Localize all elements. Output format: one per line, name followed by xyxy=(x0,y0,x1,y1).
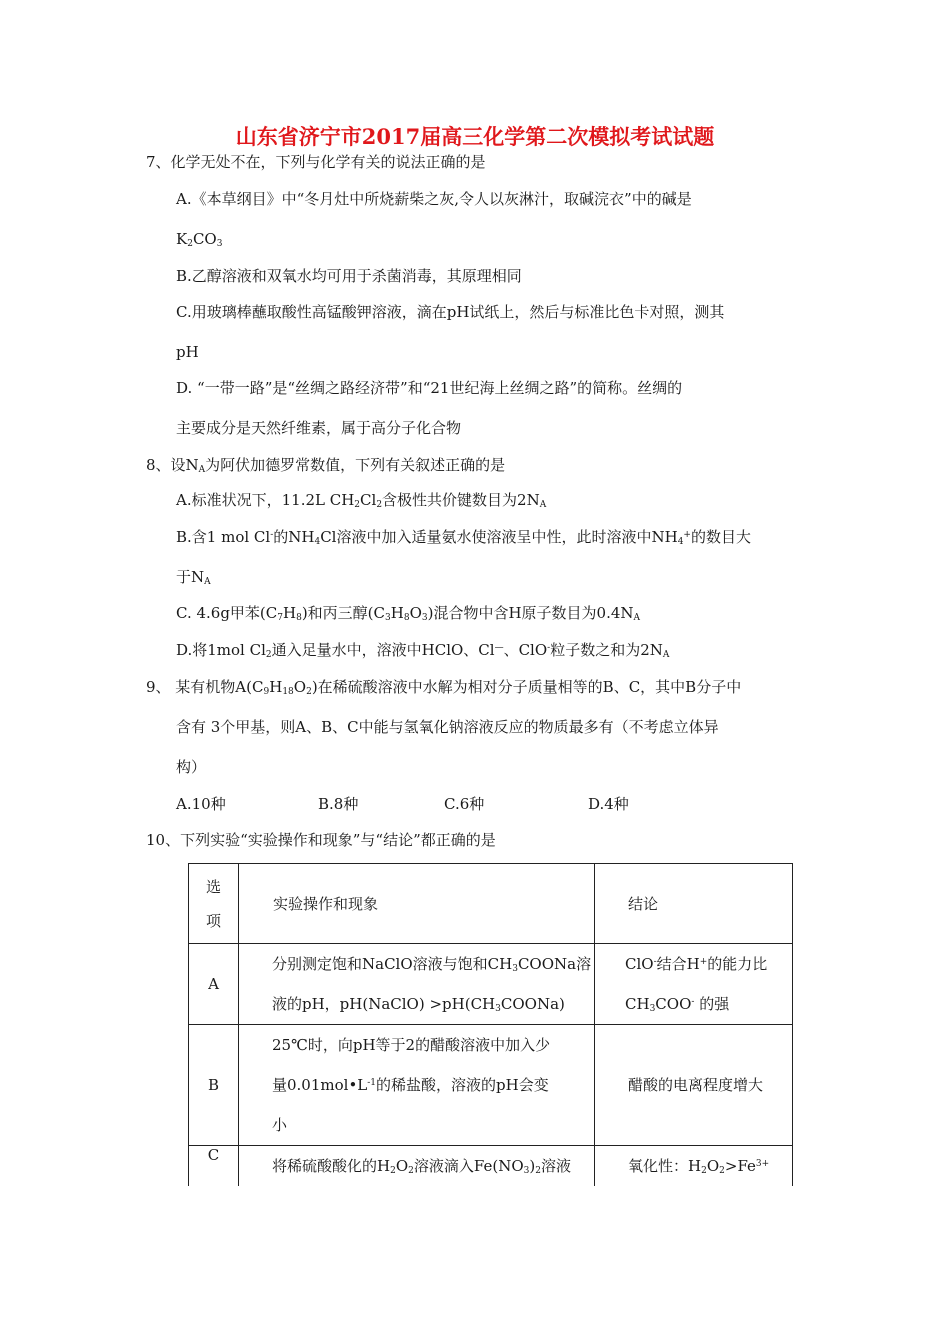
row-a-key: A xyxy=(189,944,239,1025)
experiment-table xyxy=(188,863,793,1186)
q9-stem-line3: 构） xyxy=(176,758,207,776)
q9-option-b: B.8种 xyxy=(318,795,359,813)
q9-option-c: C.6种 xyxy=(444,795,485,813)
table-row-a xyxy=(189,944,793,1025)
q8-option-c: C. 4.6g甲苯$(C_7H_8)$和丙三醇$(C_3H_8O_3)$混合物中含H原子数目为$0.4N_A$ xyxy=(176,604,641,623)
row-c-operation: 将稀硫酸酸化的$H_2O_2$溶液滴入$Fe(NO_3)_2$溶液 xyxy=(239,1146,595,1187)
q9-options xyxy=(176,794,629,814)
q8-option-d: D.将1mol $Cl_2$通入足量水中，溶液中HClO、Cl—、ClO-粒子数之和为$2N_A$ xyxy=(176,641,670,660)
q7-option-c-line2: pH xyxy=(176,343,199,361)
header-option-cell: 选 项 xyxy=(189,864,239,944)
q7-stem: 7、化学无处不在，下列与化学有关的说法正确的是 xyxy=(146,153,486,171)
q7-option-a-line1: A.《本草纲目》中“冬月灶中所烧薪柴之灰,令人以灰淋汁，取碱浣衣”中的碱是 xyxy=(176,190,692,208)
q8-option-b-line2: 于$N_A$ xyxy=(176,568,211,587)
table-row-c xyxy=(189,1146,793,1187)
q7-option-d-line1: D. “一带一路”是“丝绸之路经济带”和“21世纪海上丝绸之路”的简称。丝绸的 xyxy=(176,379,683,397)
row-b-operation: 25℃时，向pH等于2的醋酸溶液中加入少 量$0.01mol•L^{-1}$的稀盐酸，溶液的pH会变 小 xyxy=(239,1025,595,1146)
row-c-conclusion: 氧化性：$H_2O_2>Fe^{3+}$ xyxy=(595,1146,793,1187)
table-row-b xyxy=(189,1025,793,1146)
q7-option-c-line1: C.用玻璃棒蘸取酸性高锰酸钾溶液，滴在pH试纸上，然后与标准比色卡对照，测其 xyxy=(176,303,725,321)
row-a-operation: 分别测定饱和NaClO溶液与饱和$CH_3COONa$溶 液的pH，pH(NaClO) $>pH(CH_3COONa)$ xyxy=(239,944,595,1025)
q7-option-b: B.乙醇溶液和双氧水均可用于杀菌消毒，其原理相同 xyxy=(176,267,522,285)
q9-stem-line2: 含有 3个甲基，则A、B、C中能与氢氧化钠溶液反应的物质最多有（不考虑立体异 xyxy=(176,718,719,736)
row-a-conclusion: ClO-结合H+的能力比 $CH_3COO^-$ 的强 xyxy=(595,944,793,1025)
row-c-key: C xyxy=(189,1146,239,1187)
row-b-conclusion: 醋酸的电离程度增大 xyxy=(595,1025,793,1146)
q7-option-a-line2: $K_2CO_3$ xyxy=(176,230,223,249)
header-conclusion-cell: 结论 xyxy=(595,864,793,944)
header-operation-cell: 实验操作和现象 xyxy=(239,864,595,944)
q9-option-a: A.10种 xyxy=(176,795,226,813)
q9-stem-line1: 9、 某有机物$A(C_9H_{18}O_2)$在稀硫酸溶液中水解为相对分子质量相等的B、C，其中B分子中 xyxy=(146,678,742,697)
table-header-row xyxy=(189,864,793,944)
q8-option-b-line1: B.含1 mol Cl-的$NH_4Cl$溶液中加入适量氨水使溶液呈中性，此时溶液中$NH_4^+$的数目大 xyxy=(176,528,751,547)
q10-stem: 10、下列实验“实验操作和现象”与“结论”都正确的是 xyxy=(146,831,496,849)
q9-option-d: D.4种 xyxy=(588,795,629,813)
page-title: 山东省济宁市2017届高三化学第二次模拟考试试题 xyxy=(235,124,715,149)
q8-stem: 8、设$N_A$为阿伏加德罗常数值，下列有关叙述正确的是 xyxy=(146,456,506,475)
q7-option-d-line2: 主要成分是天然纤维素，属于高分子化合物 xyxy=(176,419,462,437)
q8-option-a: A.标准状况下，11.2L $CH_2Cl_2$含极性共价键数目为$2N_A$ xyxy=(176,491,547,510)
row-b-key: B xyxy=(189,1025,239,1146)
